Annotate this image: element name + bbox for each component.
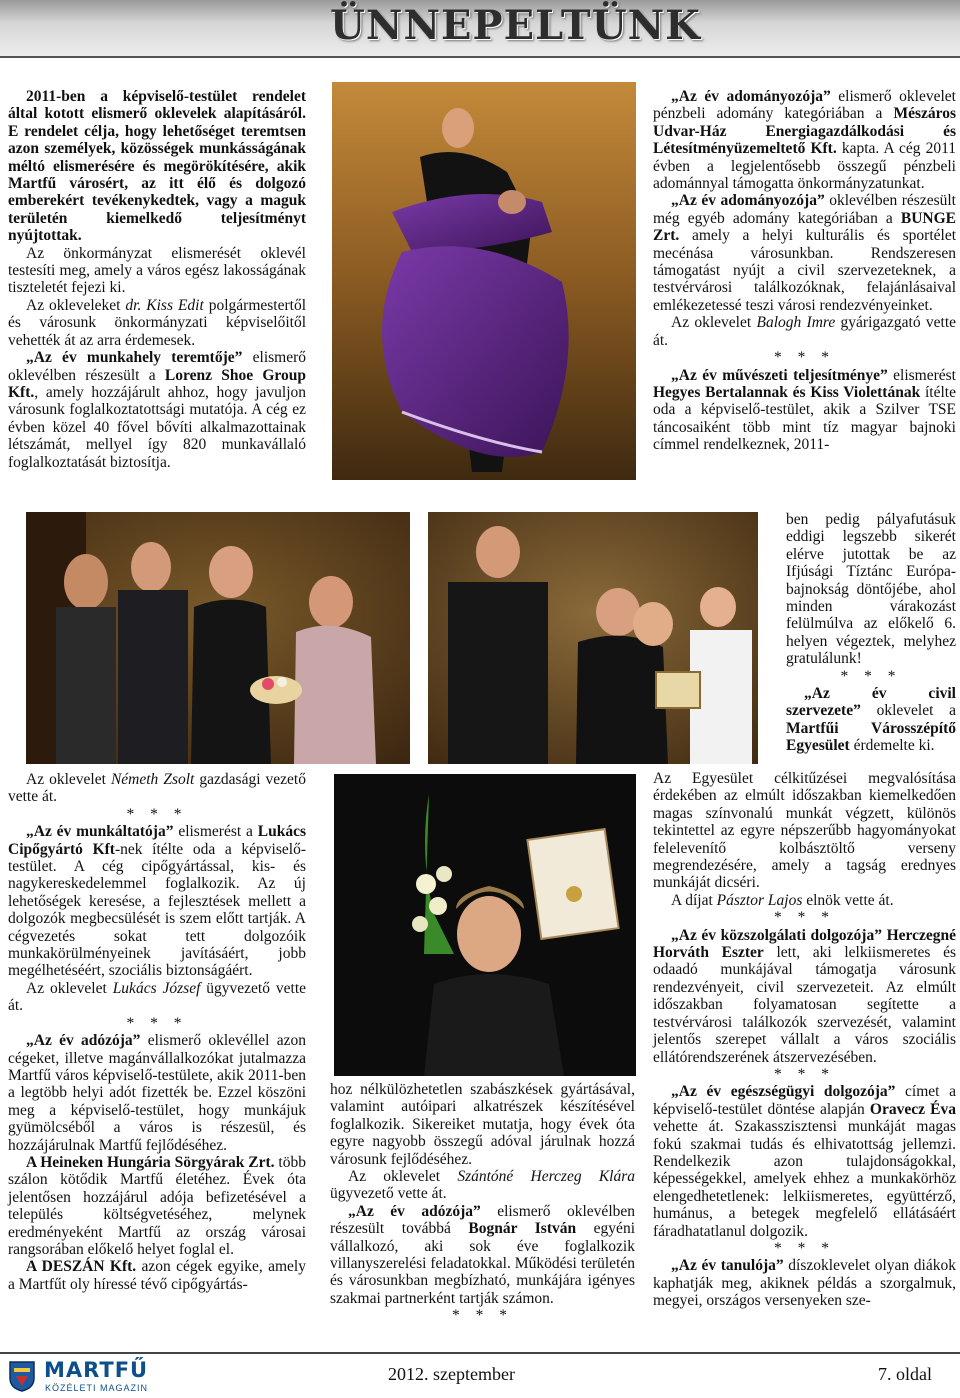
column-3-bottom: [653, 770, 956, 1310]
paragraph: Az Egyesület célkitűzései megvalósítása érdekében az elmúlt időszakban kiemelkedően magas színvonalú munkát végzett, különös tekintettel az egyre népszerűbb hagyományokat felelevenítő kolbásztöltő verseny megrendezésére, amely a tagság erednyes munkáját dicséri.: [653, 770, 956, 892]
logo-name: MARTFŰ: [44, 1358, 149, 1382]
separator-stars: * * *: [774, 1065, 835, 1083]
paragraph: Az önkormányzat elismerését oklevél testesíti meg, amely a város egész lakosságának tiszteletét fejezi ki.: [8, 244, 306, 297]
paragraph: Az okleveleket dr. Kiss Edit polgármestertől és városunk önkormányzati képviselőitől vehették át az arra érdemesek.: [8, 296, 307, 349]
photo-dance-couple: [332, 82, 636, 480]
footer-rule: [0, 1352, 960, 1354]
separator-stars: * * *: [774, 1239, 835, 1257]
paragraph: A DESZÁN Kft. azon cégek egyike, amely a Martfűt oly híressé tévő cipőgyártás-: [8, 1258, 306, 1293]
paragraph: Az oklevelet Szántóné Herczeg Klára ügyvezető vette át.: [330, 1168, 635, 1203]
separator-stars: * * *: [126, 805, 188, 823]
paragraph: ben pedig pályafutásuk eddigi legszebb sikerét elérve jutottak be az Ifjúsági Tíztánc Európa-bajnokság döntőjébe, ahol minden várakozást felülmúlva az előkelő 6. helyen végeztek, melyhez gratulálunk!: [786, 511, 956, 668]
paragraph: „Az év munkahely teremtője” elismerő oklevélben részesült a Lorenz Shoe Group Kft., amely hozzájárult ahhoz, hogy javuljon városunk foglalkoztatottsági mutatója. A cég ez évben közel 40 fővel bővíti alkalmazottainak létszámát, mellyel így 820 munkavállaló foglalkoztatását biztosítja.: [8, 349, 307, 471]
paragraph: „Az év munkáltatója” elismerést a Lukács Cipőgyártó Kft-nek ítélte oda a képviselő-testület. A cég cipőgyártással, kis- és nagykereskedelemmel foglalkozik. Az új lehetőségek keresése, a fejlesztések mellett a dolgozók megbecsülését is szem előtt tartják. A cégvezetés sokat tett dolgozóik munkakörülményeinek javításáért, jobb megélhetéséért, szociális biztonságáért.: [8, 823, 306, 980]
paragraph: Az oklevelet Lukács József ügyvezető vette át.: [8, 979, 307, 1015]
separator-stars: * * *: [774, 349, 835, 367]
paragraph: „Az év adózója” elismerő oklevéllel azon cégeket, illetve magánvállalkozókat jutalmazza Martfű város képviselő-testülete, akik 2011-ben a legtöbb helyi adót fizették be. Ezzel köszöni meg a képviselő-testület, hogy munkájuk gyümölcséből a város is részesül, és hozzájárulnak Martfű fejlődéséhez.: [8, 1032, 306, 1154]
column-1-top: [8, 88, 306, 471]
paragraph: „Az év egészségügyi dolgozója” címet a képviselő-testület döntése alapján Oravecz Éva vehette át. Szakasszisztensi munkáját magas fokú szakmai tudás és elhivatottság jellemzi. Rendelkezik azon tulajdonságokkal, képességekkel, amelyek ehhez a munkakörhöz elengedhetetlenek: lelkiismeretes, együttérző, humánus, a betegek megfelelő ellátásáért fáradhatatlanul dolgozik.: [653, 1083, 956, 1240]
paragraph: „Az év adományozója” elismerő oklevelet pénzbeli adomány kategóriában a Mészáros Udvar-Ház Energiagazdálkodási és Létesítményüzemeltető Kft. kapta. A cég 2011 évben a legjelentősebb összegű pénzbeli adománnyal támogatta önkormányzatunkat.: [653, 88, 957, 193]
separator-stars: * * *: [452, 1307, 513, 1325]
column-3-top: [653, 88, 956, 454]
page-number: 7. oldal: [878, 1364, 932, 1384]
intro-paragraph: 2011-ben a képviselő-testület rendelet által kotott elismerő oklevelek alapításáról. E rendelet célja, hogy lehetőséget teremtsen azon személyek, közösségek munkásságának méltó elismerésére és megörökítésére, akik Martfű városért, az itt élő és dolgozó emberekért tevékenykedtek, vagy a maguk területén kiemelkedő teljesítményt nyújtottak.: [8, 88, 306, 245]
separator-stars: * * *: [774, 909, 835, 927]
paragraph: „Az év művészeti teljesítménye” elismerést Hegyes Bertalannak és Kiss Violettának ítélte oda a képviselő-testület, akik a Szilver TSE táncosaiként több mint tíz magyar bajnoki címmel rendelkeznek, 2011-: [653, 366, 956, 454]
paragraph: „Az év adományozója” oklevélben részesült még egyéb adomány kategóriában a BUNGE Zrt. amely a helyi kulturális és sportélet mecénása városunkban. Rendszeresen támogatást nyújt a civil szervezeteknek, a testvérvárosi találkozóknak, felajánlásaival emlékezetessé teszi városi rendezvényeinket.: [653, 192, 956, 314]
logo-subtitle: KÖZÉLETI MAGAZIN: [45, 1383, 149, 1393]
paragraph: A díjat Pásztor Lajos elnök vette át.: [671, 891, 894, 909]
photo-award-ceremony-1: [26, 512, 410, 764]
paragraph: „Az év tanulója” díszoklevelet olyan diákok kaphatják meg, akiknek példás a szorgalmuk, megyei, országos versenyeken sze-: [653, 1257, 956, 1310]
column-2-bottom: [330, 1081, 635, 1325]
paragraph: Az oklevelet Balogh Imre gyárigazgató vette át.: [653, 314, 957, 349]
page-title: ÜNNEPELTÜNK: [330, 2, 701, 49]
separator-stars: * * *: [126, 1014, 188, 1032]
column-3-narrow: [786, 511, 956, 755]
paragraph: „Az év közszolgálati dolgozója” Herczegné Horváth Eszter lett, aki lelkiismeretes és odaadó munkájával támogatja városunk rendezvényeit, civil szervezeteit. Az elmúlt időszakban folyamatosan segítette a testvérvárosi találkozók szervezését, valamint jelentős szerepet vállalt a város szociális ellátórendszerének átszervezésében.: [653, 926, 957, 1066]
separator-stars: * * *: [840, 667, 902, 685]
issue-date: 2012. szeptember: [388, 1364, 515, 1384]
header-rule: [0, 56, 960, 58]
paragraph: „Az év civil szervezete” oklevelet a Martfűi Városszépítő Egyesület érdemelte ki.: [786, 685, 956, 755]
photo-award-ceremony-2: [428, 512, 758, 764]
photo-woman-with-certificate: [334, 774, 636, 1076]
paragraph: A Heineken Hungária Sörgyárak Zrt. több szálon kötődik Martfű életéhez. Évek óta jelentősen hozzájárul adója befizetésével a település költségvetéséhez, melynek eredményeként Martfű az ország városai rangsorában előkelő helyet foglal el.: [8, 1153, 306, 1258]
paragraph: hoz nélkülözhetetlen szabászkések gyártásával, valamint autóipari alkatrészek készítésével foglalkozik. Sikereiket mutatja, hogy évek óta egyre nagyobb összegű adóval járulnak hozzá városunk fejlődéséhez.: [330, 1081, 635, 1168]
paragraph: Az oklevelet Németh Zsolt gazdasági vezető vette át.: [8, 771, 306, 806]
column-1-bottom: [8, 771, 306, 1293]
paragraph: „Az év adózója” elismerő oklevélben részesült továbbá Bognár István egyéni vállalkozó, aki sok éve foglalkozik villanyszerelési feladatokkal. Működési területén és városunkban megbízható, munkájára igényes szakmai partnerként tartják számon.: [330, 1202, 635, 1307]
crest-icon: [8, 1360, 36, 1392]
magazine-logo: [4, 1356, 154, 1396]
